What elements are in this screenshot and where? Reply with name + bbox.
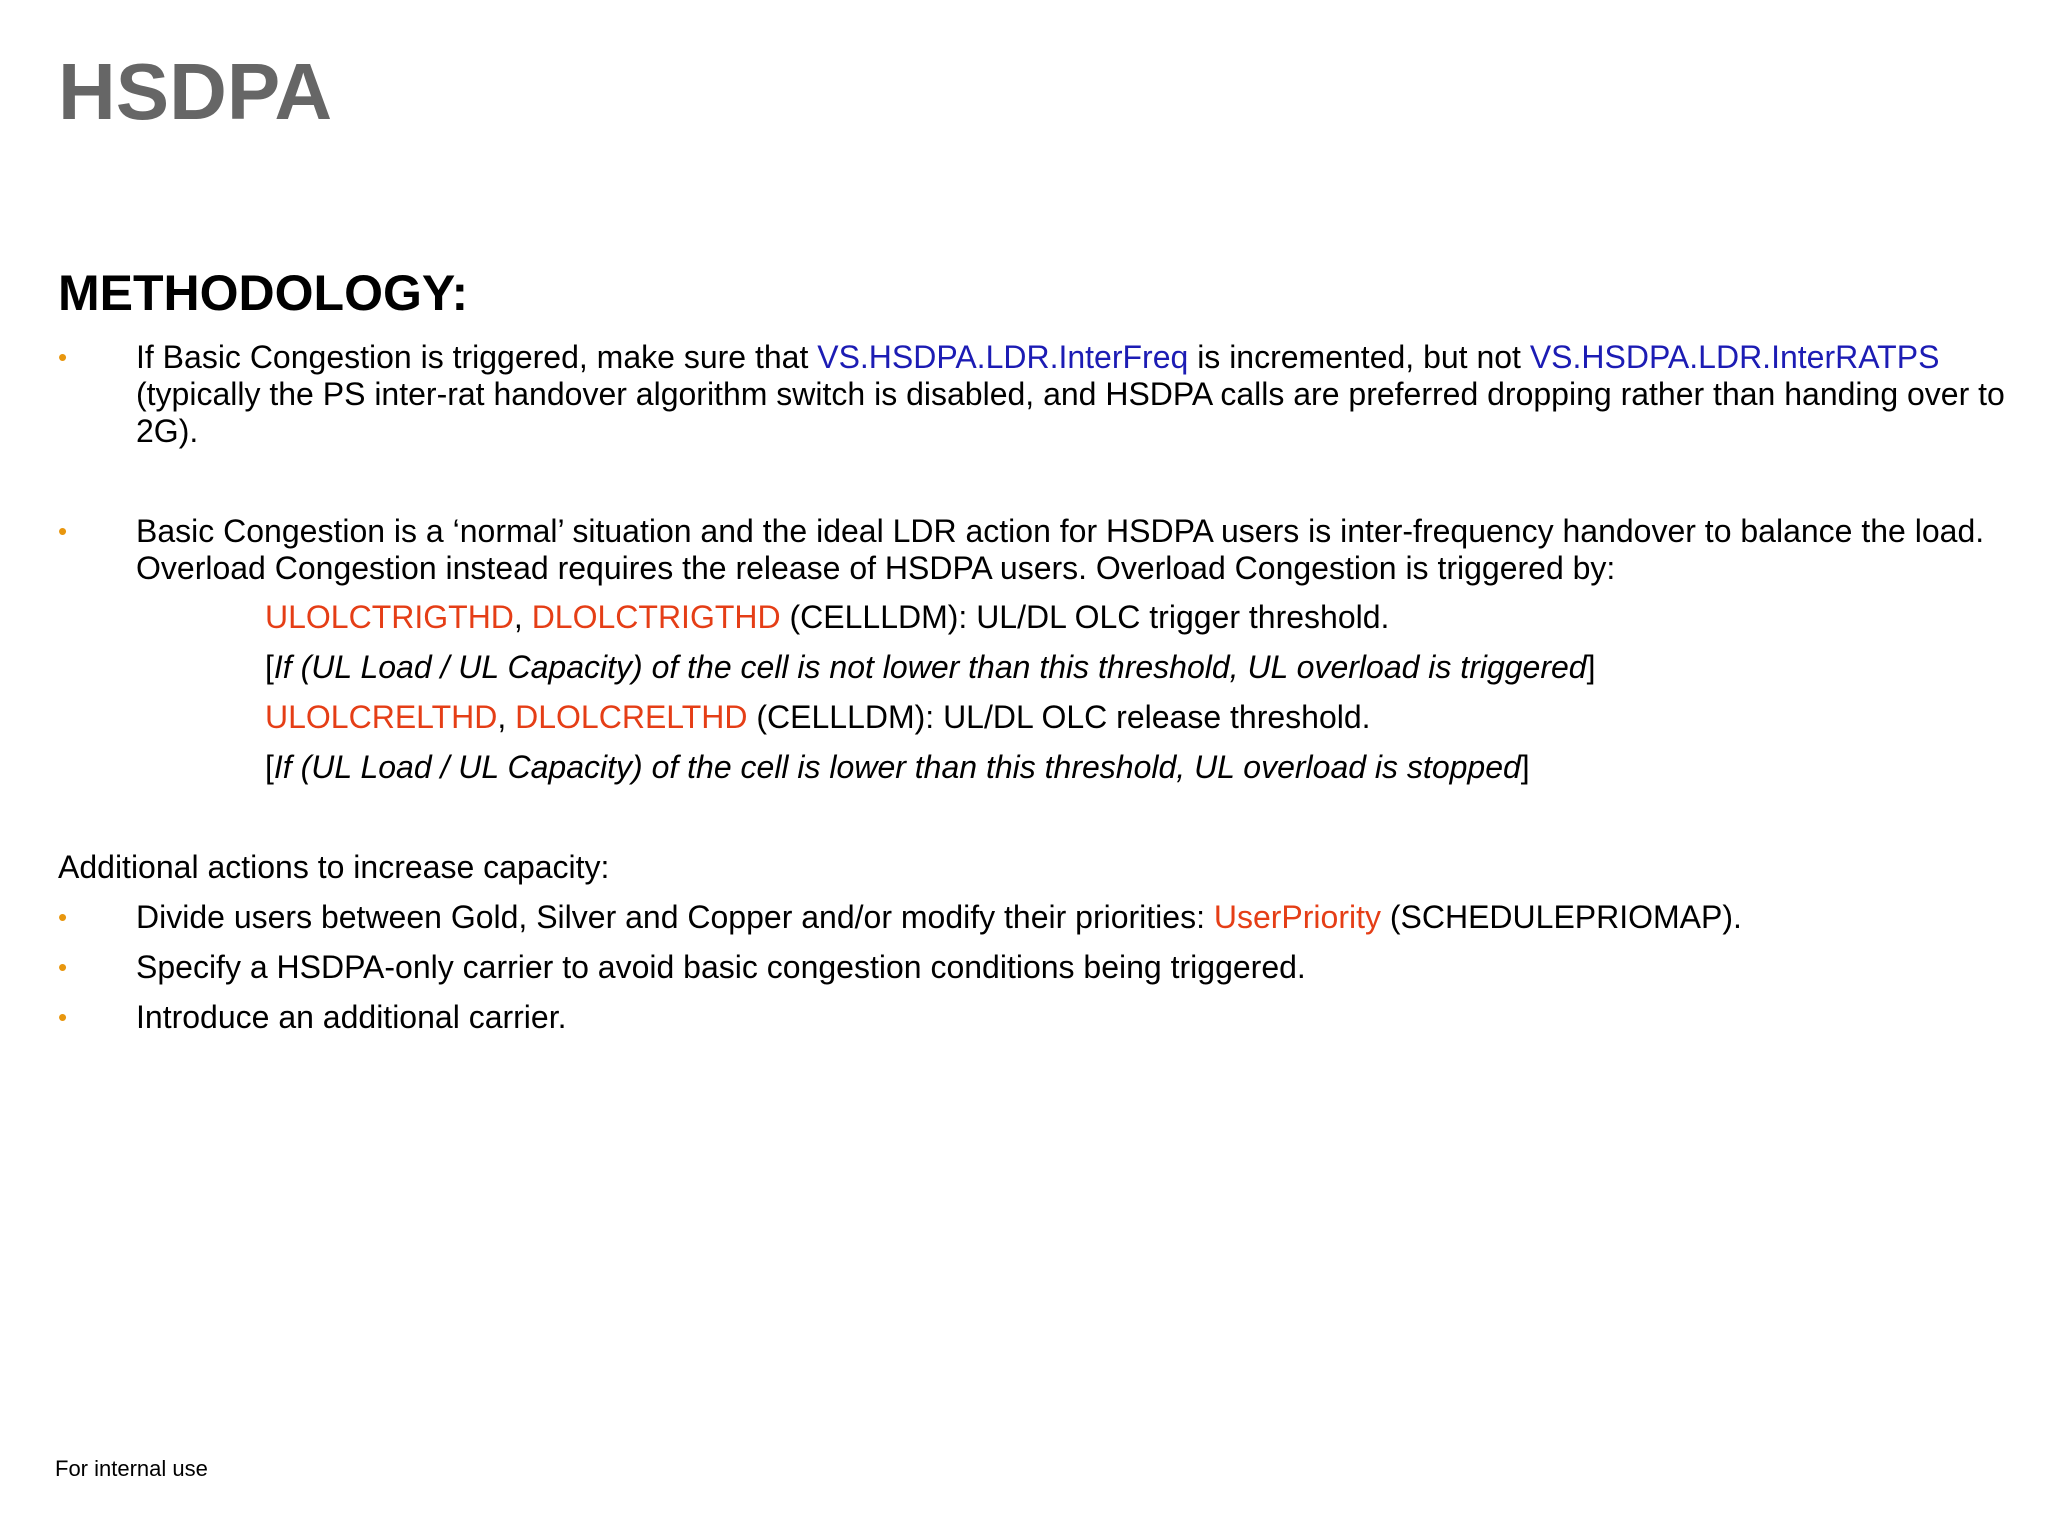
additional-bullet-1-text-part-2: (SCHEDULEPRIOMAP). <box>1380 899 1742 935</box>
bullet-1-text-part-3: (typically the PS inter-rat handover algorithm switch is disabled, and HSDPA calls are preferred dropping rather than handing over to 2G). <box>136 376 2005 449</box>
trigger-threshold-line <box>265 599 1965 636</box>
methodology-bullet-1 <box>58 339 2005 459</box>
bullet-1-text-part-2: is incremented, but not <box>1188 339 1530 375</box>
release-threshold-description: (CELLLDM): UL/DL OLC release threshold. <box>747 699 1371 735</box>
additional-actions-intro: Additional actions to increase capacity: <box>58 849 610 885</box>
bullet-dot-icon: • <box>58 952 68 982</box>
release-threshold-note <box>265 749 1965 786</box>
methodology-heading: METHODOLOGY: <box>58 265 469 321</box>
counter-interratps: VS.HSDPA.LDR.InterRATPS <box>1529 339 1940 375</box>
note-close-bracket: ] <box>1520 749 1530 785</box>
trigger-threshold-note <box>265 649 1965 686</box>
counter-interfreq: VS.HSDPA.LDR.InterFreq <box>817 339 1189 375</box>
additional-bullet-1-text-part-1: Divide users between Gold, Silver and Copper and/or modify their priorities: <box>136 899 1214 935</box>
methodology-bullet-2 <box>58 513 1998 593</box>
bullet-dot-icon: • <box>58 1002 68 1032</box>
additional-bullet-3 <box>58 999 1998 1039</box>
bullet-dot-icon: • <box>58 902 68 932</box>
bullet-2-text: Basic Congestion is a ‘normal’ situation and the ideal LDR action for HSDPA users is inter-frequency handover to balance the load. Overload Congestion instead requires the release of HSDPA users. Overload Congestion is triggered by: <box>136 513 1985 586</box>
trigger-threshold-note-text: If (UL Load / UL Capacity) of the cell is not lower than this threshold, UL overload is triggered <box>273 649 1587 685</box>
additional-bullet-3-text: Introduce an additional carrier. <box>136 999 567 1035</box>
note-close-bracket: ] <box>1586 649 1596 685</box>
param-userpriority: UserPriority <box>1213 899 1381 935</box>
bullet-1-text-part-1: If Basic Congestion is triggered, make sure that <box>136 339 818 375</box>
footer-classification: For internal use <box>55 1456 208 1481</box>
param-separator: , <box>497 699 516 735</box>
bullet-dot-icon: • <box>58 516 68 546</box>
slide-title: HSDPA <box>58 47 333 136</box>
bullet-dot-icon: • <box>58 342 68 372</box>
additional-bullet-2-text: Specify a HSDPA-only carrier to avoid basic congestion conditions being triggered. <box>136 949 1306 985</box>
param-dlolctrigthd: DLOLCTRIGTHD <box>531 599 781 635</box>
additional-bullet-2 <box>58 949 1998 989</box>
release-threshold-note-text: If (UL Load / UL Capacity) of the cell is lower than this threshold, UL overload is stopped <box>273 749 1521 785</box>
trigger-threshold-description: (CELLLDM): UL/DL OLC trigger threshold. <box>780 599 1390 635</box>
additional-bullet-1 <box>58 899 1998 939</box>
param-ulolctrigthd: ULOLCTRIGTHD <box>265 599 514 635</box>
param-separator: , <box>513 599 532 635</box>
param-dlolcrelthd: DLOLCRELTHD <box>515 699 748 735</box>
additional-bullet-1-text <box>136 899 2048 936</box>
param-ulolcrelthd: ULOLCRELTHD <box>265 699 498 735</box>
note-open-bracket: [ <box>265 749 274 785</box>
bullet-1-text <box>136 339 2048 450</box>
note-open-bracket: [ <box>265 649 274 685</box>
release-threshold-line <box>265 699 1965 736</box>
